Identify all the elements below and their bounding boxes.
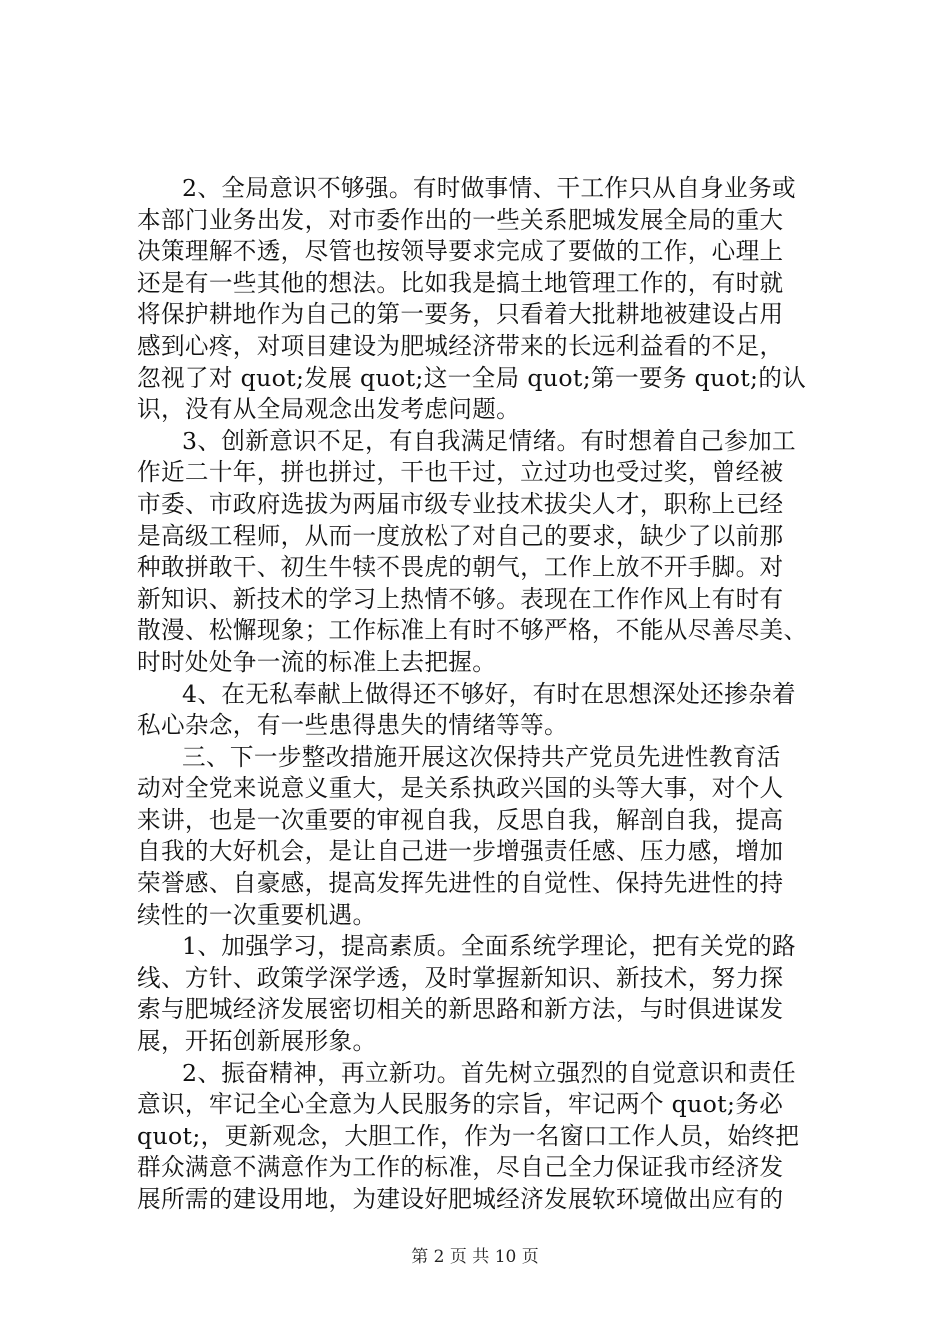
text-line: 4、在无私奉献上做得还不够好，有时在思想深处还掺杂着 xyxy=(182,679,796,708)
text-line: 续性的一次重要机遇。 xyxy=(137,900,377,929)
text-line: 时时处处争一流的标准上去把握。 xyxy=(137,647,497,676)
text-line: 2、振奋精神，再立新功。首先树立强烈的自觉意识和责任 xyxy=(182,1058,796,1087)
text-line: 来讲，也是一次重要的审视自我，反思自我，解剖自我，提高 xyxy=(137,805,784,834)
text-line: 自我的大好机会，是让自己进一步增强责任感、压力感，增加 xyxy=(137,837,784,866)
text-line: 群众满意不满意作为工作的标准，尽自己全力保证我市经济发 xyxy=(137,1153,784,1182)
document-body xyxy=(137,173,837,1216)
paragraph-boost-spirit xyxy=(137,1058,837,1216)
paragraph-selfless-dedication xyxy=(137,679,837,742)
text-line: 荣誉感、自豪感，提高发挥先进性的自觉性、保持先进性的持 xyxy=(137,869,784,898)
text-line: 市委、市政府选拔为两届市级专业技术拔尖人才，职称上已经 xyxy=(137,489,784,518)
text-line: 3、创新意识不足，有自我满足情绪。有时想着自己参加工 xyxy=(182,426,796,455)
text-line: 私心杂念，有一些患得患失的情绪等等。 xyxy=(137,711,568,740)
text-line: 动对全党来说意义重大，是关系执政兴国的头等大事，对个人 xyxy=(137,774,784,803)
text-line: 种敢拼敢干、初生牛犊不畏虎的朝气，工作上放不开手脚。对 xyxy=(137,553,784,582)
text-line: 决策理解不透，尽管也按领导要求完成了要做的工作，心理上 xyxy=(137,237,784,266)
text-line: 散漫、松懈现象；工作标准上有时不够严格，不能从尽善尽美、 xyxy=(137,616,808,645)
text-line: 线、方针、政策学深学透，及时掌握新知识、新技术，努力探 xyxy=(137,963,784,992)
text-line: 是高级工程师，从而一度放松了对自己的要求，缺少了以前那 xyxy=(137,521,784,550)
paragraph-strengthen-learning xyxy=(137,931,837,1057)
text-line: 新知识、新技术的学习上热情不够。表现在工作作风上有时有 xyxy=(137,584,784,613)
text-line: 索与肥城经济发展密切相关的新思路和新方法，与时俱进谋发 xyxy=(137,995,784,1024)
paragraph-next-steps-heading xyxy=(137,742,837,932)
text-line: 三、下一步整改措施开展这次保持共产党员先进性教育活 xyxy=(182,742,781,771)
text-line: 忽视了对 quot;发展 quot;这一全局 quot;第一要务 quot;的认 xyxy=(137,363,807,392)
text-line: 1、加强学习，提高素质。全面系统学理论，把有关党的路 xyxy=(182,932,796,961)
text-line: 2、全局意识不够强。有时做事情、干工作只从自身业务或 xyxy=(182,174,796,202)
text-line: 还是有一些其他的想法。比如我是搞土地管理工作的，有时就 xyxy=(137,268,784,297)
text-line: 识，没有从全局观念出发考虑问题。 xyxy=(137,395,521,424)
text-line: quot;，更新观念，大胆工作，作为一名窗口工作人员，始终把 xyxy=(137,1121,800,1150)
page-number-footer: 第 2 页 共 10 页 xyxy=(411,1247,539,1267)
paragraph-innovation-awareness xyxy=(137,426,837,679)
text-line: 本部门业务出发，对市委作出的一些关系肥城发展全局的重大 xyxy=(137,205,784,234)
text-line: 展，开拓创新展形象。 xyxy=(137,1027,377,1056)
text-line: 意识，牢记全心全意为人民服务的宗旨，牢记两个 quot;务必 xyxy=(137,1090,784,1119)
text-line: 将保护耕地作为自己的第一要务，只看着大批耕地被建设占用 xyxy=(137,300,784,329)
paragraph-global-awareness xyxy=(137,173,837,426)
text-line: 作近二十年，拼也拼过，干也干过，立过功也受过奖，曾经被 xyxy=(137,458,784,487)
text-line: 展所需的建设用地，为建设好肥城经济发展软环境做出应有的 xyxy=(137,1185,784,1213)
text-line: 感到心疼，对项目建设为肥城经济带来的长远利益看的不足， xyxy=(137,331,784,360)
